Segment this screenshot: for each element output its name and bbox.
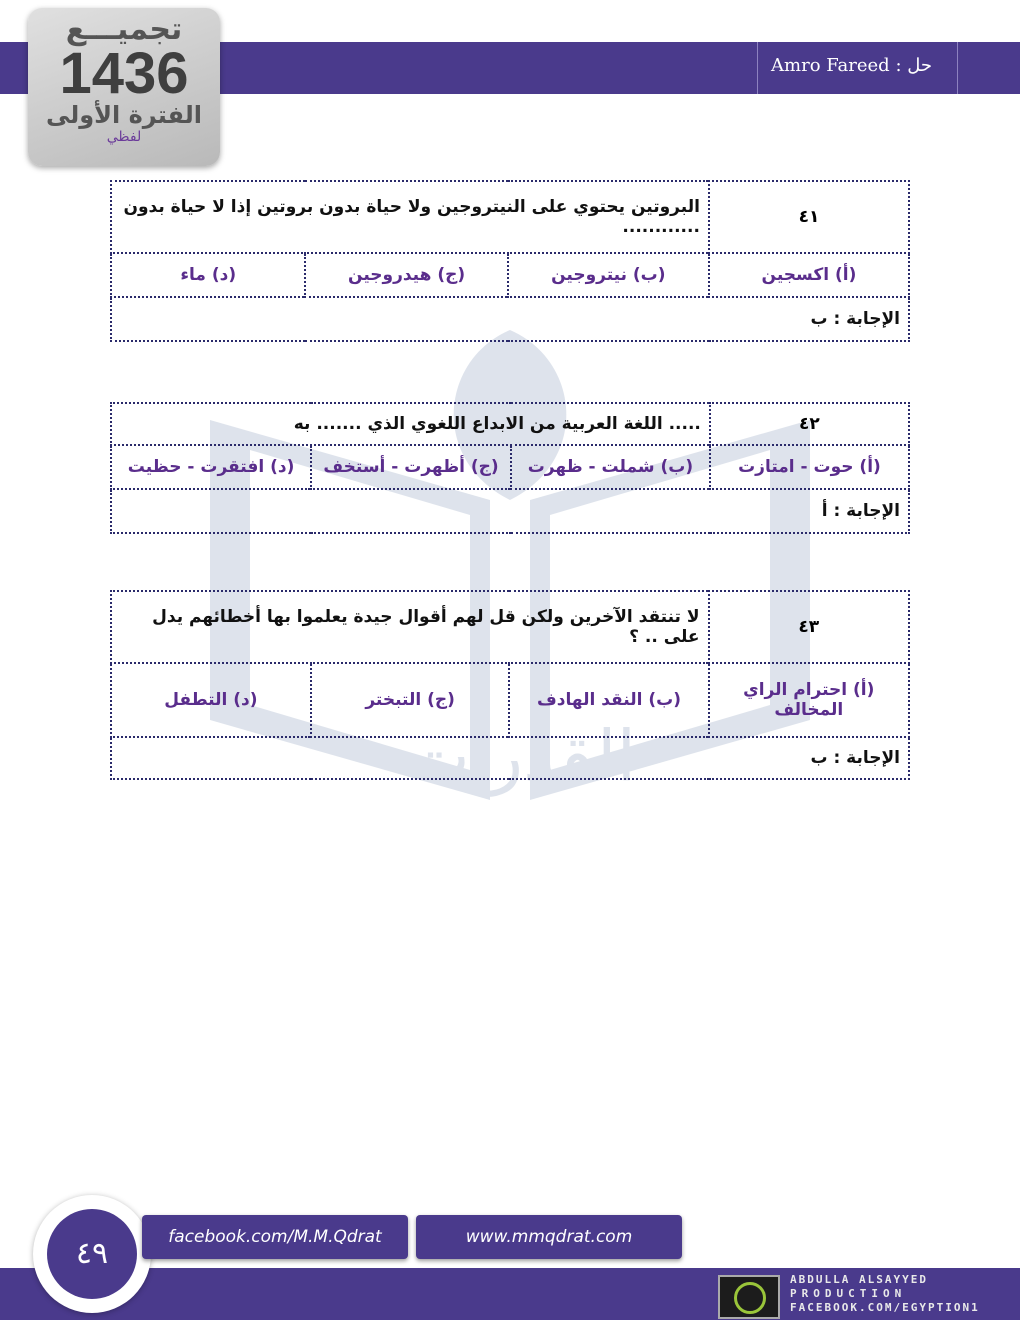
- camera-logo-icon: [718, 1275, 780, 1319]
- website-link[interactable]: www.mmqdrat.com: [416, 1215, 682, 1259]
- question-text: ..... اللغة العربية من الابداع اللغوي الذي ....... به: [111, 403, 710, 445]
- option-d: (د) افتقرت - حظيت: [111, 445, 311, 489]
- option-a: (أ) اكسجين: [709, 253, 909, 297]
- facebook-link[interactable]: facebook.com/M.M.Qdrat: [142, 1215, 408, 1259]
- answer: الإجابة : ب: [111, 737, 909, 779]
- badge-section: لفظي: [106, 129, 142, 145]
- question-text: لا تنتقد الآخرين ولكن قل لهم أقوال جيدة يعلموا بها أخطائهم يدل على .. ؟: [111, 591, 709, 663]
- question-number: ٤٢: [710, 403, 909, 445]
- question-table-42: [110, 402, 910, 534]
- option-d: (د) التطفل: [111, 663, 311, 737]
- header-end-cell: [957, 42, 1020, 94]
- answer: الإجابة : ب: [111, 297, 909, 341]
- question-table-43: [110, 590, 910, 780]
- badge-year: 1436: [59, 41, 189, 106]
- option-c: (ج) أظهرت - أستخف: [311, 445, 511, 489]
- credit-production: PRODUCTION: [790, 1287, 907, 1300]
- badge-title: تجميـــع: [65, 12, 183, 47]
- question-number: ٤٣: [709, 591, 909, 663]
- solver-label: حل : Amro Fareed: [771, 55, 932, 76]
- credit-name: ABDULLA ALSAYYED: [790, 1273, 928, 1286]
- option-c: (ج) هيدروجين: [305, 253, 507, 297]
- option-c: (ج) التبختر: [311, 663, 510, 737]
- option-a: (أ) حوت - امتازت: [710, 445, 909, 489]
- collection-badge: [28, 8, 220, 166]
- answer: الإجابة : أ: [111, 489, 909, 533]
- badge-period: الفترة الأولى: [45, 101, 203, 129]
- option-d: (د) ماء: [111, 253, 305, 297]
- page-number-badge: [33, 1195, 151, 1313]
- watermark-text: القدرات: [403, 715, 637, 797]
- question-number: ٤١: [709, 181, 909, 253]
- question-table-41: [110, 180, 910, 342]
- credit-facebook: FACEBOOK.COM/EGYPTION1: [790, 1301, 980, 1314]
- option-a: (أ) احترام الراي المخالف: [709, 663, 909, 737]
- option-b: (ب) نيتروجين: [508, 253, 709, 297]
- option-b: (ب) شملت - ظهرت: [511, 445, 710, 489]
- page-number: ٤٩: [47, 1209, 137, 1299]
- option-b: (ب) النقد الهادف: [509, 663, 708, 737]
- question-text: البروتين يحتوي على النيتروجين ولا حياة بدون بروتين إذا لا حياة بدون ............: [111, 181, 709, 253]
- production-credit: [718, 1273, 1018, 1317]
